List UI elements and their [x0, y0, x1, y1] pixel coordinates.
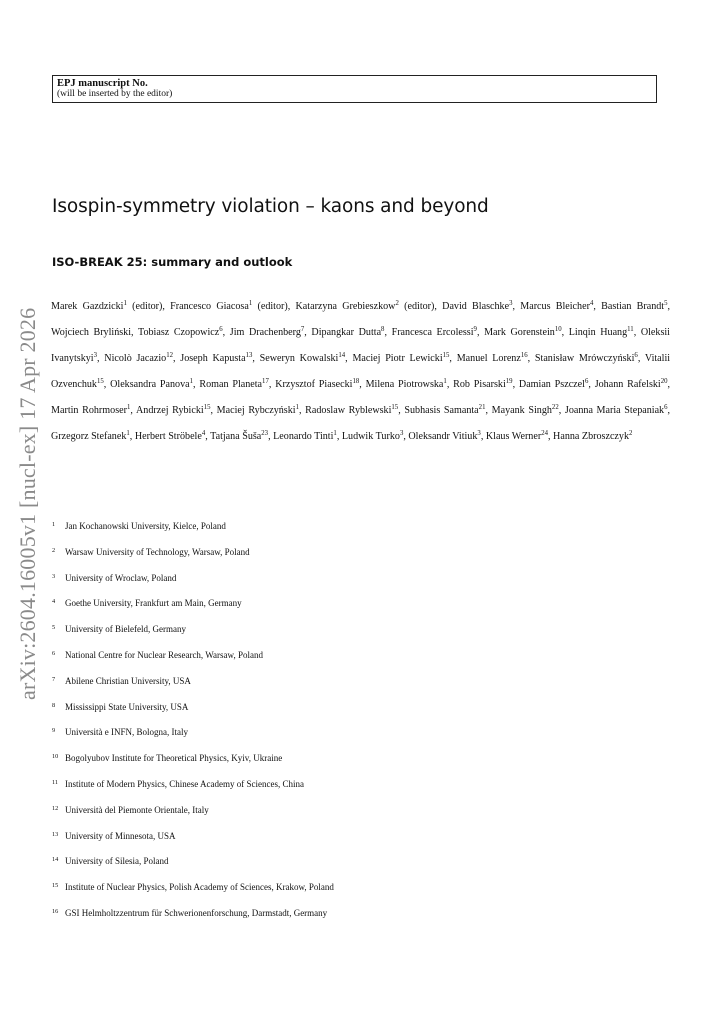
author-affiliation-marker: 3	[399, 430, 404, 437]
affiliation-text: University of Minnesota, USA	[65, 830, 176, 841]
author-affiliation-marker: 1	[295, 404, 299, 411]
author-entry	[457, 353, 528, 364]
affiliation-item	[52, 598, 334, 624]
affiliation-number: 8	[52, 701, 56, 709]
author-affiliation-marker: 22	[551, 404, 559, 411]
author-name: Radoslaw Ryblewski	[305, 405, 392, 416]
author-entry	[311, 327, 384, 338]
author-affiliation-marker: 14	[338, 352, 346, 359]
author-affiliation-marker: 1	[126, 430, 130, 437]
author-affiliation-marker: 24	[541, 430, 548, 437]
affiliation-text: National Centre for Nuclear Research, Warsaw, Poland	[65, 649, 263, 660]
author-name: Marcus Bleicher	[520, 301, 590, 312]
author-name: Katarzyna Grebieszkow	[295, 301, 396, 312]
author-affiliation-marker: 17	[262, 378, 269, 385]
author-affiliation-marker: 3	[93, 352, 98, 359]
author-affiliation-marker: 23	[261, 430, 269, 437]
author-name: Tatjana Šuša	[210, 431, 262, 442]
author-name: Grzegorz Stefanek	[51, 431, 127, 442]
author-affiliation-marker: 3	[509, 300, 513, 307]
author-name: Rob Pisarski	[453, 379, 506, 390]
affiliation-text: Goethe University, Frankfurt am Main, Germany	[65, 598, 242, 609]
affiliation-item	[52, 573, 334, 599]
author-entry	[51, 301, 162, 312]
affiliation-number: 15	[52, 882, 59, 890]
affiliation-text: GSI Helmholtzzentrum für Schwerionenforschung, Darmstadt, Germany	[65, 907, 328, 918]
author-list: Marek Gazdzicki$^1$ (editor), Francesco Giacosa$^1$ (editor), Katarzyna Grebieszkow$^2$ (editor), David Blaschke$^3$, Marcus Bleicher$^4$, Bastian Brandt$^5$, Wojciech Bryliński, Tobiasz Czopowicz$^6$, Jim Drachenberg$^7$, Dipangkar Dutta$^8$, Francesca Ercolessi$^9$, Mark Gorenstein$^{10}$, Linqin Huang$^{11}$, Oleksii Ivanytskyi$^3$, Nicolò Jacazio$^{12}$, Joseph Kapusta$^{13}$, Seweryn Kowalski$^{14}$, Maciej Piotr Lewicki$^{15}$, Manuel Lorenz$^{16}$, Stanisław Mrówczyński$^6$, Vitalii Ozvenchuk$^{15}$, Oleksandra Panova$^1$, Roman Planeta$^{17}$, Krzysztof Piasecki$^{18}$, Milena Piotrowska$^1$, Rob Pisarski$^{19}$, Damian Pszczel$^6$, Johann Rafelski$^{20}$, Martin Rohrmoser$^1$, Andrzej Rybicki$^{15}$, Maciej Rybczyński$^1$, Radoslaw Ryblewski$^{15}$, Subhasis Samanta$^{21}$, Mayank Singh$^{22}$, Joanna Maria Stepaniak$^6$, Grzegorz Stefanek$^1$, Herbert Ströbele$^4$, Tatjana Šuša$^{23}$, Leonardo Tinti$^1$, Ludwik Turko$^3$, Oleksandr Vitiuk$^3$, Klaus Werner$^{24}$, Hanna Zbroszczyk$^2$	[51, 300, 671, 442]
affiliation-item	[52, 831, 334, 857]
author-entry	[51, 327, 131, 338]
affiliation-number: 13	[52, 830, 59, 838]
author-name: Damian Pszczel	[518, 379, 585, 390]
author-affiliation-marker: 9	[473, 326, 477, 333]
author-affiliation-marker: 4	[201, 430, 206, 437]
author-role: (editor)	[398, 301, 435, 312]
author-role: (editor)	[252, 301, 288, 312]
author-entry	[492, 405, 559, 416]
author-name: Manuel Lorenz	[456, 353, 521, 364]
author-name: Joanna Maria Stepaniak	[564, 405, 665, 416]
affiliation-item	[52, 882, 334, 908]
affiliation-number: 12	[52, 804, 59, 812]
author-name: Stanisław Mrówczyński	[534, 353, 635, 364]
affiliation-text: Institute of Modern Physics, Chinese Academy of Sciences, China	[65, 778, 304, 789]
author-name: Vitalii Ozvenchuk	[51, 353, 671, 390]
author-affiliation-marker: 1	[248, 300, 253, 307]
affiliation-text: Institute of Nuclear Physics, Polish Academy of Sciences, Krakow, Poland	[65, 882, 334, 893]
author-entry	[553, 431, 632, 442]
author-name: Martin Rohrmoser	[51, 405, 127, 416]
affiliation-number: 9	[52, 727, 56, 735]
author-entry	[296, 301, 435, 312]
author-name: Ludwik Turko	[341, 431, 400, 442]
author-affiliation-marker: 5	[664, 300, 668, 307]
author-name: Oleksandr Vitiuk	[408, 431, 478, 442]
affiliation-text: Università e INFN, Bologna, Italy	[65, 727, 188, 738]
author-name: Andrzej Rybicki	[135, 405, 204, 416]
author-entry	[51, 431, 130, 442]
affiliation-item	[52, 521, 334, 547]
author-affiliation-marker: 1	[126, 404, 131, 411]
author-name: Dipangkar Dutta	[311, 327, 382, 338]
author-affiliation-marker: 3	[477, 430, 481, 437]
paper-title: Isospin-symmetry violation – kaons and beyond	[52, 196, 489, 217]
author-entry	[273, 431, 337, 442]
author-affiliation-marker: 6	[634, 352, 638, 359]
affiliation-item	[52, 908, 334, 934]
editor-note: (will be inserted by the editor)	[57, 89, 173, 99]
author-entry	[486, 431, 548, 442]
author-name: Maciej Piotr Lewicki	[352, 353, 443, 364]
author-affiliation-marker: 12	[166, 352, 173, 359]
affiliation-text: Warsaw University of Technology, Warsaw, Poland	[65, 546, 250, 557]
author-name: Maciej Rybczyński	[216, 405, 296, 416]
author-affiliation-marker: 1	[333, 430, 337, 437]
author-entry	[305, 405, 398, 416]
author-name: Herbert Ströbele	[134, 431, 202, 442]
affiliation-text: Università del Piemonte Orientale, Italy	[65, 804, 209, 815]
author-name: Mark Gorenstein	[484, 327, 555, 338]
arxiv-stamp: arXiv:2604.16005v1 [nucl-ex] 17 Apr 2026	[15, 307, 40, 700]
affiliation-item	[52, 856, 334, 882]
author-entry	[217, 405, 299, 416]
author-entry	[565, 405, 668, 416]
affiliation-text: Bogolyubov Institute for Theoretical Physics, Kyiv, Ukraine	[65, 753, 283, 764]
affiliation-item	[52, 753, 334, 779]
author-entry	[484, 327, 562, 338]
author-entry	[135, 431, 205, 442]
affiliation-number: 6	[52, 649, 56, 657]
author-affiliation-marker: 19	[505, 378, 513, 385]
affiliation-item	[52, 702, 334, 728]
author-entry	[230, 327, 305, 338]
affiliation-number: 2	[52, 546, 56, 554]
author-affiliation-marker: 8	[381, 326, 385, 333]
affiliation-number: 16	[52, 907, 59, 915]
author-name: Marek Gazdzicki	[51, 301, 124, 312]
author-entry	[260, 353, 346, 364]
affiliation-number: 4	[52, 598, 56, 606]
author-name: Oleksandra Panova	[110, 379, 190, 390]
affiliation-number: 1	[52, 521, 56, 528]
author-affiliation-marker: 15	[442, 352, 450, 359]
affiliation-number: 14	[52, 856, 59, 864]
author-entry	[138, 327, 223, 338]
affiliation-item	[52, 650, 334, 676]
author-name: Leonardo Tinti	[273, 431, 334, 442]
manuscript-label: EPJ manuscript No.	[57, 78, 148, 89]
author-entry	[404, 405, 485, 416]
author-name: Milena Piotrowska	[365, 379, 444, 390]
author-entry	[352, 353, 449, 364]
affiliation-item	[52, 727, 334, 753]
affiliation-text: Abilene Christian University, USA	[65, 675, 191, 686]
author-affiliation-marker: 10	[554, 326, 562, 333]
author-name: Roman Planeta	[199, 379, 263, 390]
author-entry	[104, 353, 173, 364]
author-entry	[199, 379, 268, 390]
author-affiliation-marker: 15	[96, 378, 104, 385]
author-entry	[601, 301, 667, 312]
author-entry	[110, 379, 193, 390]
author-entry	[392, 327, 477, 338]
author-name: Hanna Zbroszczyk	[553, 431, 629, 442]
affiliation-number: 3	[52, 572, 56, 580]
paper-subtitle: ISO-BREAK 25: summary and outlook	[52, 255, 293, 269]
author-name: Oleksii Ivanytskyi	[51, 327, 670, 364]
author-entry	[442, 301, 512, 312]
author-affiliation-marker: 11	[627, 326, 634, 333]
author-entry	[342, 431, 403, 442]
author-entry	[595, 379, 668, 390]
author-affiliation-marker: 13	[245, 352, 253, 359]
author-entry	[180, 353, 252, 364]
author-affiliation-marker: 1	[123, 300, 127, 307]
author-name: Linqin Huang	[568, 327, 628, 338]
affiliation-text: University of Bielefeld, Germany	[65, 624, 186, 635]
author-entry	[519, 379, 588, 390]
author-role: (editor)	[126, 301, 163, 312]
author-affiliation-marker: 15	[391, 404, 399, 411]
author-name: Nicolò Jacazio	[104, 353, 167, 364]
affiliation-text: Mississippi State University, USA	[65, 701, 189, 712]
author-entry	[51, 405, 130, 416]
author-name: Francesca Ercolessi	[391, 327, 474, 338]
affiliation-item	[52, 547, 334, 573]
author-entry	[569, 327, 634, 338]
author-affiliation-marker: 2	[395, 300, 399, 307]
author-entry	[520, 301, 593, 312]
author-entry	[453, 379, 512, 390]
author-affiliation-marker: 6	[664, 404, 668, 411]
author-affiliation-marker: 16	[520, 352, 528, 359]
author-name: Johann Rafelski	[594, 379, 661, 390]
manuscript-header-box	[52, 75, 657, 103]
affiliation-item	[52, 779, 334, 805]
author-name: Wojciech Bryliński	[51, 327, 132, 338]
affiliation-number: 10	[52, 753, 59, 761]
author-entry	[210, 431, 268, 442]
affiliation-text: Jan Kochanowski University, Kielce, Poland	[65, 521, 226, 531]
author-affiliation-marker: 21	[478, 404, 486, 411]
author-entry	[366, 379, 447, 390]
author-entry	[136, 405, 211, 416]
author-name: Tobiasz Czopowicz	[137, 327, 220, 338]
author-affiliation-marker: 6	[219, 326, 223, 333]
affiliation-item	[52, 676, 334, 702]
author-name: Subhasis Samanta	[404, 405, 479, 416]
affiliation-text: University of Wroclaw, Poland	[65, 572, 177, 583]
author-name: Jim Drachenberg	[229, 327, 301, 338]
affiliation-list	[52, 521, 334, 934]
author-affiliation-marker: 20	[660, 378, 668, 385]
author-affiliation-marker: 1	[443, 378, 447, 385]
author-name: Francesco Giacosa	[170, 301, 249, 312]
author-affiliation-marker: 1	[189, 378, 194, 385]
author-affiliation-marker: 4	[589, 300, 594, 307]
author-affiliation-marker: 15	[203, 404, 211, 411]
author-affiliation-marker: 6	[584, 378, 589, 385]
author-name: Krzysztof Piasecki	[275, 379, 353, 390]
affiliation-number: 5	[52, 624, 56, 632]
author-affiliation-marker: 7	[300, 326, 305, 333]
affiliation-text: University of Silesia, Poland	[65, 856, 169, 867]
affiliation-number: 11	[52, 778, 59, 786]
author-affiliation-marker: 2	[629, 430, 633, 437]
author-name: Bastian Brandt	[601, 301, 665, 312]
affiliation-item	[52, 624, 334, 650]
author-entry	[408, 431, 480, 442]
author-affiliation-marker: 18	[352, 378, 360, 385]
affiliation-item	[52, 805, 334, 831]
author-entry	[275, 379, 359, 390]
author-name: Seweryn Kowalski	[259, 353, 339, 364]
affiliation-number: 7	[52, 675, 56, 683]
author-name: David Blaschke	[442, 301, 510, 312]
author-name: Mayank Singh	[491, 405, 552, 416]
author-entry	[170, 301, 288, 312]
author-name: Joseph Kapusta	[180, 353, 246, 364]
author-name: Klaus Werner	[485, 431, 542, 442]
author-entry	[535, 353, 638, 364]
